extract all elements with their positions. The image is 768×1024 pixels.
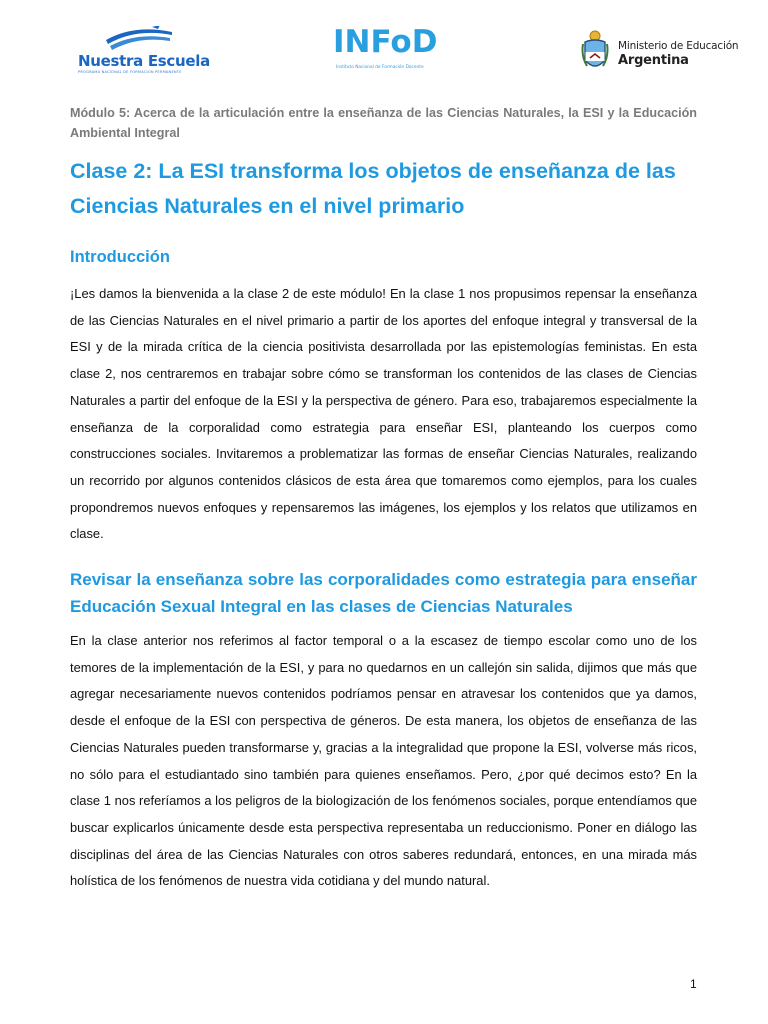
section-heading-revisar: Revisar la enseñanza sobre las corporalidades como estrategia para enseñar Educación Sexual Integral en las clases de Ciencias Naturales: [70, 570, 697, 616]
section-body-introduccion: ¡Les damos la bienvenida a la clase 2 de este módulo! En la clase 1 nos propusimos repensar la enseñanza de las Ciencias Naturales en el nivel primario a partir de los aportes del enfoque integral y transversal de la ESI y de la mirada crítica de la ciencia positivista desarrollada por las epistemologías feministas. En esta clase 2, nos centraremos en trabajar sobre cómo se transforman los contenidos de las clases de Ciencias Naturales a partir del enfoque de la ESI y la perspectiva de género. Para eso, trabajaremos especialmente la enseñanza de la corporalidad como estrategia para enseñar ESI, planteando los cuerpos como construcciones sociales. Invitaremos a problematizar las formas de enseñar Ciencias Naturales, realizando un recorrido por algunos contenidos clásicos de esta área que tomaremos como ejemplos, para los cuales propondremos nuevos enfoques y repensaremos las imágenes, los ejemplos y los relatos que utilizamos en clase.: [70, 286, 697, 542]
page-title: Clase 2: La ESI transforma los objetos de enseñanza de las Ciencias Naturales en el nivel primario: [70, 159, 676, 218]
page-number: 1: [690, 977, 697, 991]
nuestra-escuela-subtitle: PROGRAMA NACIONAL DE FORMACIÓN PERMANENTE: [78, 70, 182, 74]
nuestra-escuela-logo: [76, 26, 210, 76]
infod-logo: [331, 24, 449, 74]
ministerio-line1: Ministerio de Educación: [618, 40, 739, 52]
ministerio-line2: Argentina: [618, 53, 689, 68]
ministerio-logo: [581, 30, 739, 76]
section-heading-introduccion: Introducción: [70, 248, 170, 266]
nuestra-escuela-name: Nuestra Escuela: [78, 52, 210, 70]
coat-of-arms-icon: [581, 30, 609, 74]
infod-subtitle: Instituto Nacional de Formación Docente: [336, 65, 424, 70]
section-body-revisar: En la clase anterior nos referimos al factor temporal o a la escasez de tiempo escolar como uno de los temores de la implementación de la ESI, y para no quedarnos en un callejón sin salida, dijimos que más que agregar necesariamente nuevos contenidos podríamos pensar en atravesar los contenidos que ya damos, desde el enfoque de la ESI con perspectiva de géneros. De esta manera, los objetos de enseñanza de las Ciencias Naturales pueden transformarse y, gracias a la integralidad que propone la ESI, volverse más ricos, no sólo para el estudiantado sino también para quienes enseñamos. Pero, ¿por qué decimos esto? En la clase 1 nos referíamos a los peligros de la biologización de los fenómenos sociales, porque entendíamos que buscar explicarlos únicamente desde esta perspectiva representaba un reduccionismo. Poner en diálogo las disciplinas del área de las Ciencias Naturales con otros saberes redundará, entonces, en una mirada más holística de los fenómenos de nuestra vida cotidiana y del mundo natural.: [70, 633, 697, 889]
waves-icon: [104, 26, 174, 52]
infod-wordmark: INFoD: [333, 24, 438, 60]
module-label: Módulo 5: Acerca de la articulación entre la enseñanza de las Ciencias Naturales, la ESI y la Educación Ambiental Integral: [70, 106, 697, 140]
